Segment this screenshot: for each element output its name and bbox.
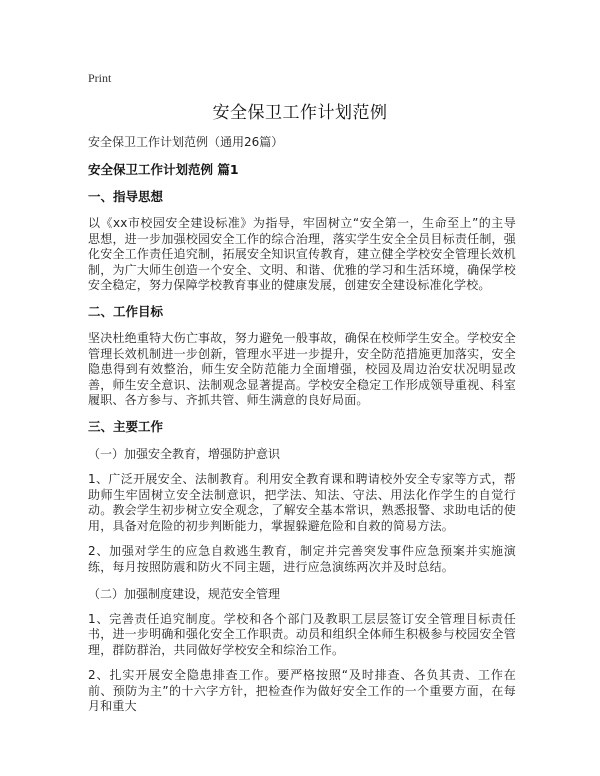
subsection-heading-system: （二）加强制度建设，规范安全管理 — [88, 586, 281, 601]
list-item: 1、广泛开展安全、法制教育。利用安全教育课和聘请校外安全专家等方式，帮助师生牢固树立安全法制意识，把学法、知法、守法、用法化作学生的自觉行动。教会学生初步树立安全观念，了解安全基本常识，熟悉报警、求助电话的使用，具备对危险的初步判断能力，掌握躲避危险和自救的简易方法。 — [88, 471, 516, 533]
section-paragraph-guiding: 以《xx市校园安全建设标准》为指导，牢固树立“安全第一，生命至上”的主导思想，进一步加强校园安全工作的综合治理，落实学生安全全员目标责任制，强化安全工作责任追究制，拓展安全知识宣传教育，建立健全学校安全管理长效机制，为广大师生创造一个安全、文明、和谐、优雅的学习和生活环境，确保学校安全稳定，努力保障学校教育事业的健康发展，创建安全建设标准化学校。 — [88, 216, 516, 293]
document-body — [88, 134, 516, 725]
document-title: 安全保卫工作计划范例 — [212, 103, 388, 123]
section-heading-goals: 二、工作目标 — [88, 303, 164, 319]
section-heading-guiding: 一、指导思想 — [88, 189, 164, 204]
list-item: 2、扎实开展安全隐患排查工作。要严格按照“及时排查、各负其责、工作在前、预防为主”的十六字方针，把检查作为做好安全工作的一个重要方面，在每月和重大 — [88, 668, 516, 714]
section-heading-main-work: 三、主要工作 — [88, 418, 164, 434]
list-item: 2、加强对学生的应急自救逃生教育，制定并完善突发事件应急预案并实施演练，每月按照防震和防火不同主题，进行应急演练两次并及时总结。 — [88, 544, 516, 574]
document-subtitle: 安全保卫工作计划范例（通用26篇） — [88, 135, 284, 149]
list-item: 1、完善责任追究制度。学校和各个部门及教职工层层签订安全管理目标责任书，进一步明确和强化安全工作职责。动员和组织全体师生积极参与校园安全管理，群防群治，共同做好学校安全和综治工作。 — [88, 611, 516, 657]
subsection-heading-education: （一）加强安全教育，增强防护意识 — [88, 446, 281, 461]
section-paragraph-goals: 坚决杜绝重特大伤亡事故，努力避免一般事故，确保在校师学生安全。学校安全管理长效机制进一步创新，管理水平进一步提升，安全防范措施更加落实，安全隐患得到有效整治，师生安全防范能力全面增强，校园及周边治安状况明显改善，师生安全意识、法制观念显著提高。学校安全稳定工作形成领导重视、科室履职、各方参与、齐抓共管、师生满意的良好局面。 — [88, 330, 516, 408]
print-label: Print — [88, 71, 112, 85]
part-title: 安全保卫工作计划范例 篇1 — [88, 162, 239, 177]
